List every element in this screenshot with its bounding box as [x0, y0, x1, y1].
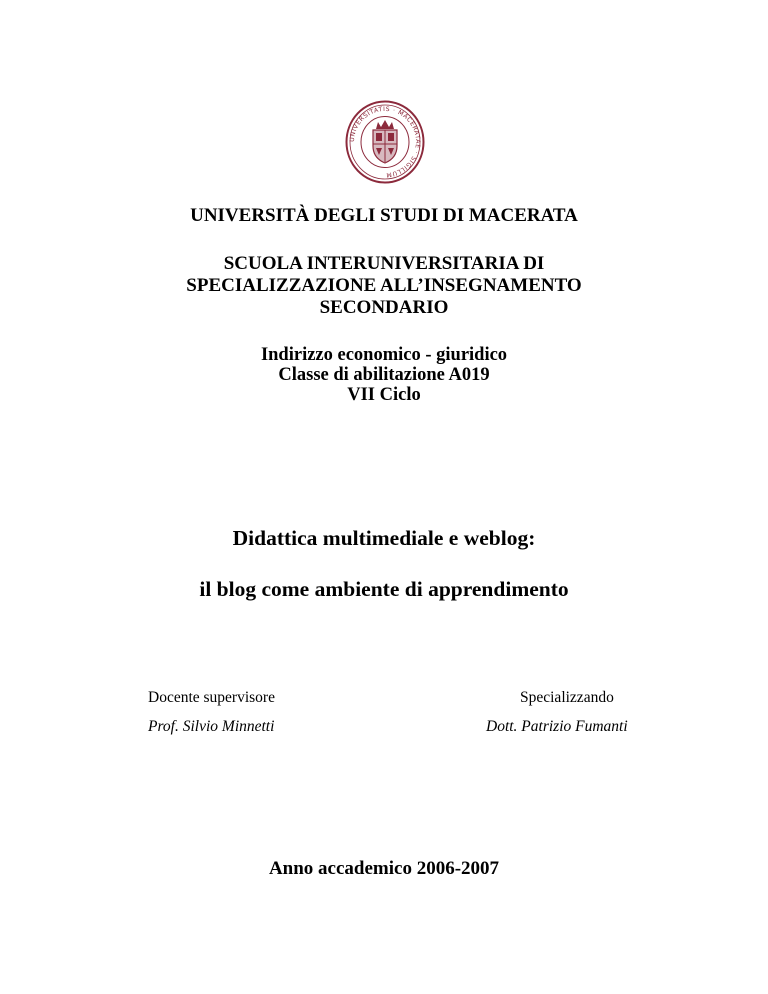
school-name [0, 253, 768, 319]
track-cycle: VII Ciclo [347, 385, 421, 405]
seal-ring-text: UNIVERSITATIS · MACERATAE · SIGILLUM [348, 105, 422, 179]
academic-year: Anno accademico 2006-2007 [268, 858, 500, 879]
school-name-line-3: SECONDARIO [319, 297, 449, 318]
study-track [0, 345, 768, 405]
thesis-title: Didattica multimediale e weblog: [232, 526, 536, 550]
student-label: Specializzando [520, 689, 614, 706]
university-seal-icon [345, 100, 425, 184]
university-name: UNIVERSITÀ DEGLI STUDI DI MACERATA [190, 205, 578, 226]
supervisor-name: Prof. Silvio Minnetti [148, 718, 275, 735]
thesis-subtitle: il blog come ambiente di apprendimento [199, 577, 569, 601]
school-name-line-2: SPECIALIZZAZIONE ALL’INSEGNAMENTO [186, 275, 582, 296]
track-class: Classe di abilitazione A019 [278, 365, 490, 385]
school-name-line-1: SCUOLA INTERUNIVERSITARIA DI [223, 253, 545, 274]
supervisor-label: Docente supervisore [148, 689, 275, 706]
track-address: Indirizzo economico - giuridico [260, 345, 508, 365]
student-name: Dott. Patrizio Fumanti [486, 718, 628, 735]
